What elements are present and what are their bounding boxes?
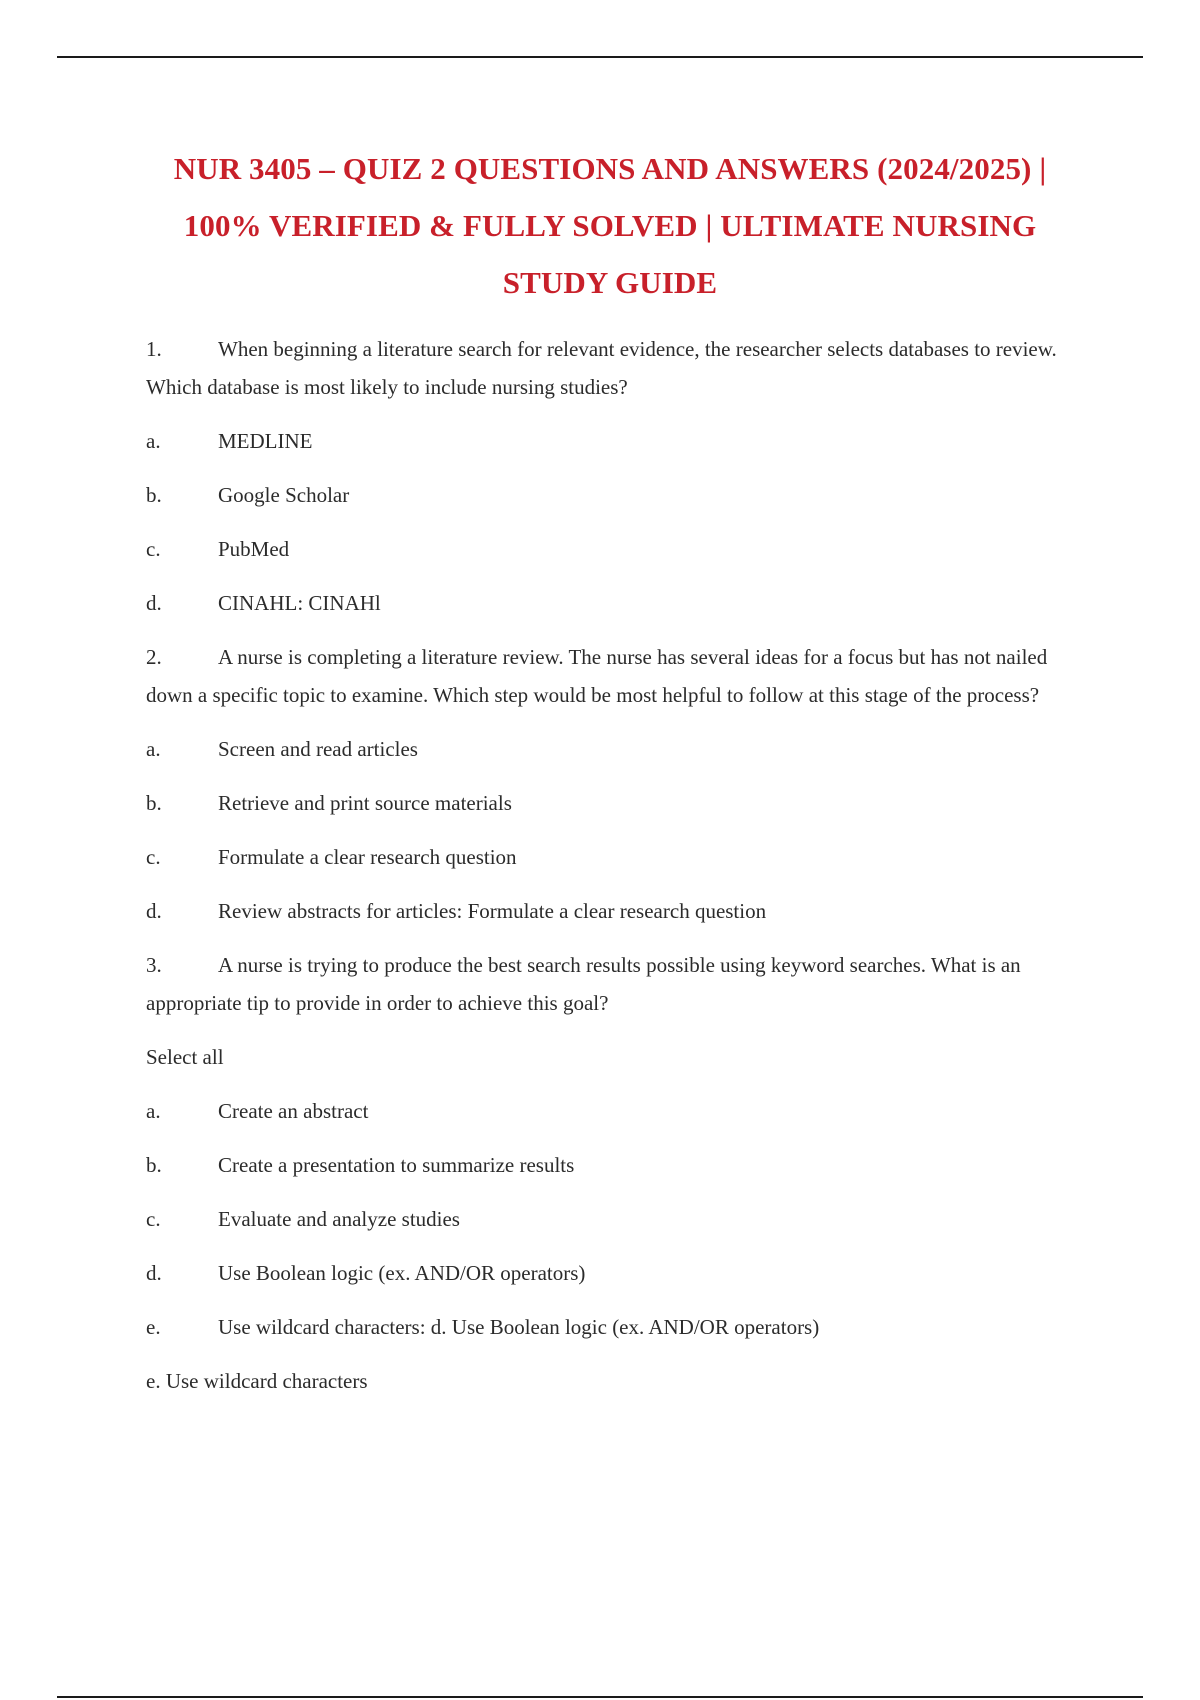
option-text: Evaluate and analyze studies (218, 1207, 460, 1231)
option-text: CINAHL: CINAHl (218, 591, 381, 615)
option-1d (146, 584, 1086, 622)
option-2d (146, 892, 1086, 930)
option-1a (146, 422, 1086, 460)
question-text: When beginning a literature search for relevant evidence, the researcher selects databases to review. Which database is most likely to include nursing studies? (146, 337, 1057, 399)
option-text: Review abstracts for articles: Formulate a clear research question (218, 899, 767, 923)
option-letter: b. (146, 1153, 162, 1177)
title-line-2: 100% VERIFIED & FULLY SOLVED | ULTIMATE NURSING (183, 208, 1037, 243)
question-3 (146, 946, 1086, 1022)
option-2b (146, 784, 1086, 822)
option-letter: c. (146, 845, 161, 869)
option-3e (146, 1308, 1086, 1346)
document-title (130, 140, 1090, 311)
option-letter: e. (146, 1315, 161, 1339)
option-3b (146, 1146, 1086, 1184)
top-rule (57, 56, 1143, 58)
option-2a (146, 730, 1086, 768)
option-text: Screen and read articles (218, 737, 418, 761)
option-text: Create a presentation to summarize results (218, 1153, 575, 1177)
bottom-rule (57, 1696, 1143, 1698)
option-letter: a. (146, 737, 161, 761)
option-letter: d. (146, 899, 162, 923)
option-letter: b. (146, 791, 162, 815)
option-text: Create an abstract (218, 1099, 369, 1123)
select-all-instruction: Select all (146, 1045, 224, 1069)
option-letter: b. (146, 483, 162, 507)
question-text: A nurse is trying to produce the best search results possible using keyword searches. What is an appropriate tip to provide in order to achieve this goal? (146, 953, 1021, 1015)
option-3a (146, 1092, 1086, 1130)
option-letter: a. (146, 1099, 161, 1123)
option-letter: d. (146, 1261, 162, 1285)
option-text: MEDLINE (218, 429, 313, 453)
quiz-content (146, 330, 1086, 1416)
option-3c (146, 1200, 1086, 1238)
option-text: Use wildcard characters: d. Use Boolean logic (ex. AND/OR operators) (218, 1315, 820, 1339)
question-number: 1. (146, 337, 162, 361)
option-3d (146, 1254, 1086, 1292)
title-line-3: STUDY GUIDE (502, 265, 718, 300)
question-2 (146, 638, 1086, 714)
option-text: Retrieve and print source materials (218, 791, 512, 815)
answer-continuation: e. Use wildcard characters (146, 1369, 368, 1393)
title-line-1: NUR 3405 – QUIZ 2 QUESTIONS AND ANSWERS (2024/2025) | (173, 151, 1047, 186)
option-text: Use Boolean logic (ex. AND/OR operators) (218, 1261, 586, 1285)
option-1c (146, 530, 1086, 568)
option-letter: d. (146, 591, 162, 615)
question-1 (146, 330, 1086, 406)
option-letter: c. (146, 1207, 161, 1231)
option-1b (146, 476, 1086, 514)
option-2c (146, 838, 1086, 876)
question-number: 2. (146, 645, 162, 669)
option-text: Formulate a clear research question (218, 845, 517, 869)
option-text: PubMed (218, 537, 290, 561)
option-letter: c. (146, 537, 161, 561)
option-text: Google Scholar (218, 483, 350, 507)
question-text: A nurse is completing a literature review. The nurse has several ideas for a focus but has not nailed down a specific topic to examine. Which step would be most helpful to follow at this stage of the process? (146, 645, 1048, 707)
option-letter: a. (146, 429, 161, 453)
question-number: 3. (146, 953, 162, 977)
